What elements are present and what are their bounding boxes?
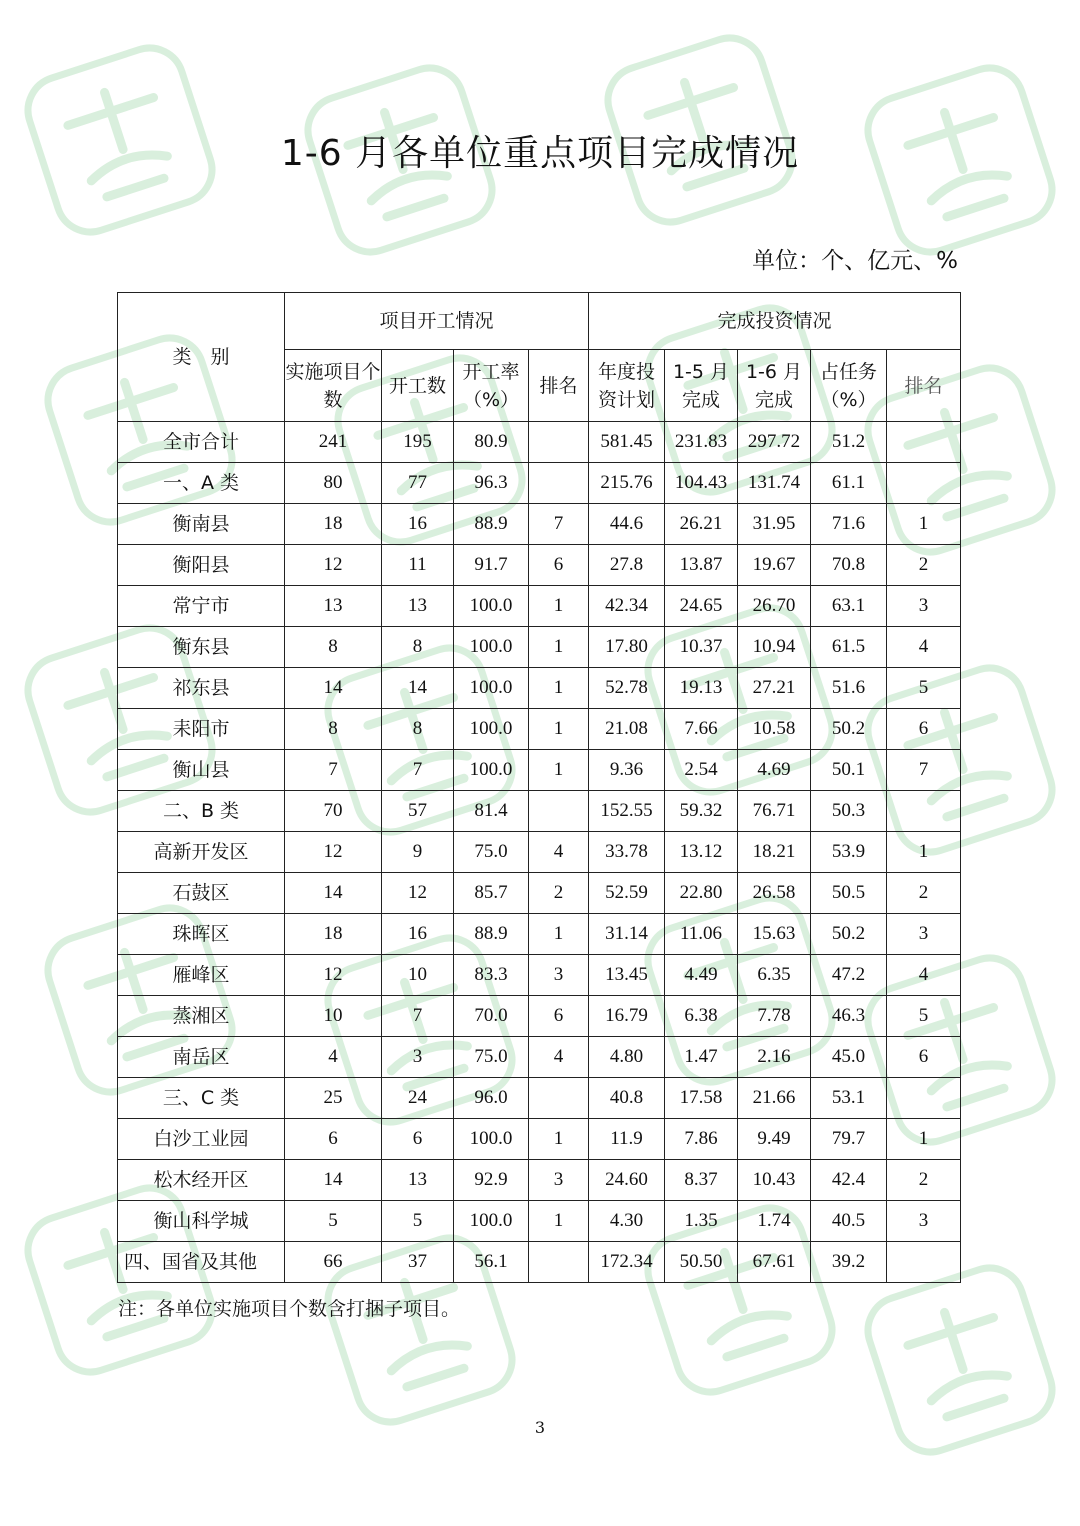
table-row	[118, 914, 961, 955]
table-cell: 24.60	[589, 1160, 665, 1201]
table-cell: 40.5	[811, 1201, 887, 1242]
column-header: 年度投资计划	[589, 350, 665, 422]
table-cell: 1	[529, 709, 589, 750]
table-row	[118, 832, 961, 873]
table-cell: 70	[285, 791, 382, 832]
column-header: 1-6 月完成	[738, 350, 811, 422]
table-cell	[887, 463, 961, 504]
row-label: 二、B 类	[118, 791, 285, 832]
table-cell: 3	[529, 1160, 589, 1201]
table-cell: 7	[382, 750, 454, 791]
table-cell: 7.66	[665, 709, 738, 750]
table-cell: 10.58	[738, 709, 811, 750]
table-row	[118, 1201, 961, 1242]
table-cell: 9.49	[738, 1119, 811, 1160]
table-cell: 25	[285, 1078, 382, 1119]
table-cell: 57	[382, 791, 454, 832]
row-label: 南岳区	[118, 1037, 285, 1078]
table-cell: 1	[529, 668, 589, 709]
table-cell: 104.43	[665, 463, 738, 504]
table-cell: 100.0	[454, 709, 529, 750]
row-label: 雁峰区	[118, 955, 285, 996]
column-header: 开工数	[382, 350, 454, 422]
table-cell: 14	[382, 668, 454, 709]
table-cell: 16	[382, 504, 454, 545]
table-cell: 44.6	[589, 504, 665, 545]
table-cell: 1	[887, 1119, 961, 1160]
row-label: 蒸湘区	[118, 996, 285, 1037]
table-row	[118, 1037, 961, 1078]
table-cell: 172.34	[589, 1242, 665, 1283]
table-cell: 2	[887, 873, 961, 914]
table-cell: 70.0	[454, 996, 529, 1037]
header-group-start: 项目开工情况	[285, 293, 589, 350]
table-row	[118, 955, 961, 996]
table-cell: 6.38	[665, 996, 738, 1037]
table-cell: 4.49	[665, 955, 738, 996]
table-cell: 80	[285, 463, 382, 504]
table-cell: 8	[285, 709, 382, 750]
table-row	[118, 873, 961, 914]
table-cell: 7.86	[665, 1119, 738, 1160]
table-cell: 13.45	[589, 955, 665, 996]
table-row	[118, 1242, 961, 1283]
table-cell: 18	[285, 914, 382, 955]
table-cell: 91.7	[454, 545, 529, 586]
table-cell: 79.7	[811, 1119, 887, 1160]
column-header: 排名	[529, 350, 589, 422]
table-cell: 16	[382, 914, 454, 955]
table-cell: 26.70	[738, 586, 811, 627]
table-cell	[887, 1242, 961, 1283]
table-cell: 21.66	[738, 1078, 811, 1119]
table-cell: 4	[529, 832, 589, 873]
table-cell: 12	[285, 832, 382, 873]
table-cell: 100.0	[454, 1201, 529, 1242]
table-cell: 50.2	[811, 709, 887, 750]
table-cell: 27.8	[589, 545, 665, 586]
table-cell	[529, 791, 589, 832]
table-cell: 45.0	[811, 1037, 887, 1078]
table-cell: 7	[382, 996, 454, 1037]
row-label: 全市合计	[118, 422, 285, 463]
table-cell: 3	[529, 955, 589, 996]
table-row	[118, 668, 961, 709]
table-cell: 88.9	[454, 914, 529, 955]
table-cell: 7.78	[738, 996, 811, 1037]
table-cell: 10.43	[738, 1160, 811, 1201]
table-cell: 50.3	[811, 791, 887, 832]
table-cell	[529, 463, 589, 504]
table-cell: 77	[382, 463, 454, 504]
table-cell	[887, 422, 961, 463]
table-cell: 51.2	[811, 422, 887, 463]
table-cell	[887, 1078, 961, 1119]
table-cell: 76.71	[738, 791, 811, 832]
table-cell: 5	[382, 1201, 454, 1242]
table-cell: 100.0	[454, 627, 529, 668]
page-number: 3	[534, 1418, 546, 1437]
table-cell: 26.21	[665, 504, 738, 545]
table-cell: 1.47	[665, 1037, 738, 1078]
table-cell: 75.0	[454, 1037, 529, 1078]
row-label: 白沙工业园	[118, 1119, 285, 1160]
table-cell: 12	[285, 955, 382, 996]
table-cell: 24.65	[665, 586, 738, 627]
table-cell: 56.1	[454, 1242, 529, 1283]
table-cell: 96.3	[454, 463, 529, 504]
table-cell: 92.9	[454, 1160, 529, 1201]
table-cell: 4	[529, 1037, 589, 1078]
table-cell: 27.21	[738, 668, 811, 709]
table-cell: 21.08	[589, 709, 665, 750]
column-header: 实施项目个数	[285, 350, 382, 422]
table-cell: 53.1	[811, 1078, 887, 1119]
table-cell: 18.21	[738, 832, 811, 873]
table-cell: 8.37	[665, 1160, 738, 1201]
table-cell: 19.67	[738, 545, 811, 586]
table-cell: 1	[529, 750, 589, 791]
table-cell: 50.5	[811, 873, 887, 914]
table-cell: 1	[887, 504, 961, 545]
table-cell: 61.1	[811, 463, 887, 504]
table-cell: 13	[285, 586, 382, 627]
row-label: 衡山科学城	[118, 1201, 285, 1242]
table-cell: 31.14	[589, 914, 665, 955]
table-cell: 2.16	[738, 1037, 811, 1078]
table-cell: 16.79	[589, 996, 665, 1037]
table-cell: 50.50	[665, 1242, 738, 1283]
table-cell: 7	[529, 504, 589, 545]
table-cell: 14	[285, 873, 382, 914]
table-cell: 5	[887, 996, 961, 1037]
table-cell: 7	[285, 750, 382, 791]
table-cell	[529, 422, 589, 463]
table-cell	[529, 1078, 589, 1119]
table-cell: 61.5	[811, 627, 887, 668]
table-cell: 581.45	[589, 422, 665, 463]
table-cell: 66	[285, 1242, 382, 1283]
table-row	[118, 1160, 961, 1201]
column-header: 1-5 月完成	[665, 350, 738, 422]
table-cell: 152.55	[589, 791, 665, 832]
row-label: 松木经开区	[118, 1160, 285, 1201]
table-cell: 10.37	[665, 627, 738, 668]
project-completion-table	[117, 292, 961, 1283]
table-cell: 1	[887, 832, 961, 873]
table-cell: 4.69	[738, 750, 811, 791]
table-cell: 6	[285, 1119, 382, 1160]
table-cell: 24	[382, 1078, 454, 1119]
table-cell: 100.0	[454, 668, 529, 709]
page-title: 1-6 月各单位重点项目完成情况	[280, 133, 800, 174]
table-cell: 100.0	[454, 750, 529, 791]
table-cell: 50.2	[811, 914, 887, 955]
table-cell: 83.3	[454, 955, 529, 996]
table-row	[118, 996, 961, 1037]
table-cell: 8	[285, 627, 382, 668]
row-label: 高新开发区	[118, 832, 285, 873]
table-cell: 42.4	[811, 1160, 887, 1201]
table-row	[118, 791, 961, 832]
table-row	[118, 586, 961, 627]
table-cell: 6	[529, 996, 589, 1037]
table-cell: 2.54	[665, 750, 738, 791]
table-cell: 31.95	[738, 504, 811, 545]
table-cell: 15.63	[738, 914, 811, 955]
table-cell: 40.8	[589, 1078, 665, 1119]
table-cell: 3	[887, 586, 961, 627]
table-cell: 195	[382, 422, 454, 463]
table-cell: 17.80	[589, 627, 665, 668]
table-cell: 1	[529, 1119, 589, 1160]
table-cell: 17.58	[665, 1078, 738, 1119]
table-cell: 3	[887, 914, 961, 955]
table-cell: 42.34	[589, 586, 665, 627]
table-cell: 52.78	[589, 668, 665, 709]
table-cell: 4.80	[589, 1037, 665, 1078]
table-cell: 9	[382, 832, 454, 873]
header-group-invest: 完成投资情况	[589, 293, 961, 350]
table-cell: 3	[382, 1037, 454, 1078]
table-cell: 14	[285, 1160, 382, 1201]
table-cell: 51.6	[811, 668, 887, 709]
table-cell: 13.12	[665, 832, 738, 873]
table-cell: 33.78	[589, 832, 665, 873]
table-row	[118, 1078, 961, 1119]
table-cell: 1.74	[738, 1201, 811, 1242]
table-cell: 96.0	[454, 1078, 529, 1119]
unit-label: 单位：个、亿元、%	[752, 248, 958, 274]
table-cell: 6	[382, 1119, 454, 1160]
table-cell: 26.58	[738, 873, 811, 914]
column-header: 排名	[887, 350, 961, 422]
table-cell: 10.94	[738, 627, 811, 668]
table-cell: 6.35	[738, 955, 811, 996]
table-cell: 13	[382, 1160, 454, 1201]
table-cell: 8	[382, 627, 454, 668]
table-cell: 12	[285, 545, 382, 586]
table-cell: 13.87	[665, 545, 738, 586]
table-row	[118, 463, 961, 504]
table-cell: 88.9	[454, 504, 529, 545]
header-category: 类 别	[118, 293, 285, 422]
table-cell: 6	[887, 1037, 961, 1078]
table-cell: 10	[285, 996, 382, 1037]
row-label: 常宁市	[118, 586, 285, 627]
table-cell: 10	[382, 955, 454, 996]
row-label: 四、国省及其他	[118, 1242, 285, 1283]
table-cell: 11.9	[589, 1119, 665, 1160]
table-row	[118, 709, 961, 750]
row-label: 珠晖区	[118, 914, 285, 955]
table-cell: 67.61	[738, 1242, 811, 1283]
table-cell: 11	[382, 545, 454, 586]
row-label: 三、C 类	[118, 1078, 285, 1119]
row-label: 石鼓区	[118, 873, 285, 914]
table-cell: 3	[887, 1201, 961, 1242]
column-header: 开工率（%）	[454, 350, 529, 422]
table-cell: 9.36	[589, 750, 665, 791]
table-cell: 8	[382, 709, 454, 750]
table-cell: 297.72	[738, 422, 811, 463]
row-label: 耒阳市	[118, 709, 285, 750]
table-cell: 63.1	[811, 586, 887, 627]
table-cell: 215.76	[589, 463, 665, 504]
table-cell: 6	[529, 545, 589, 586]
table-cell: 2	[887, 545, 961, 586]
table-cell: 4	[285, 1037, 382, 1078]
table-cell: 50.1	[811, 750, 887, 791]
table-cell: 1	[529, 627, 589, 668]
table-cell: 12	[382, 873, 454, 914]
table-cell: 81.4	[454, 791, 529, 832]
table-row	[118, 504, 961, 545]
table-row	[118, 627, 961, 668]
table-cell: 37	[382, 1242, 454, 1283]
table-cell: 4.30	[589, 1201, 665, 1242]
table-cell: 1.35	[665, 1201, 738, 1242]
row-label: 祁东县	[118, 668, 285, 709]
table-cell: 46.3	[811, 996, 887, 1037]
table-cell: 5	[285, 1201, 382, 1242]
table-row	[118, 422, 961, 463]
table-cell: 6	[887, 709, 961, 750]
row-label: 衡阳县	[118, 545, 285, 586]
table-cell: 7	[887, 750, 961, 791]
table-cell: 1	[529, 914, 589, 955]
table-cell: 11.06	[665, 914, 738, 955]
table-cell: 59.32	[665, 791, 738, 832]
table-cell: 18	[285, 504, 382, 545]
row-label: 衡东县	[118, 627, 285, 668]
table-cell: 1	[529, 586, 589, 627]
table-cell: 2	[529, 873, 589, 914]
table-cell: 19.13	[665, 668, 738, 709]
table-cell: 2	[887, 1160, 961, 1201]
table-cell	[887, 791, 961, 832]
table-cell: 80.9	[454, 422, 529, 463]
table-row	[118, 750, 961, 791]
table-cell: 241	[285, 422, 382, 463]
table-row	[118, 545, 961, 586]
table-cell: 47.2	[811, 955, 887, 996]
table-cell: 71.6	[811, 504, 887, 545]
row-label: 衡山县	[118, 750, 285, 791]
table-cell: 85.7	[454, 873, 529, 914]
table-cell: 75.0	[454, 832, 529, 873]
table-cell: 100.0	[454, 1119, 529, 1160]
table-cell: 100.0	[454, 586, 529, 627]
table-cell: 4	[887, 627, 961, 668]
table-cell: 131.74	[738, 463, 811, 504]
footnote: 注：各单位实施项目个数含打捆子项目。	[118, 1298, 461, 1320]
table-cell: 13	[382, 586, 454, 627]
column-header: 占任务（%）	[811, 350, 887, 422]
table-cell	[529, 1242, 589, 1283]
table-cell: 231.83	[665, 422, 738, 463]
table-row	[118, 1119, 961, 1160]
row-label: 衡南县	[118, 504, 285, 545]
table-cell: 22.80	[665, 873, 738, 914]
table-cell: 39.2	[811, 1242, 887, 1283]
table-cell: 4	[887, 955, 961, 996]
table-cell: 70.8	[811, 545, 887, 586]
table-cell: 53.9	[811, 832, 887, 873]
row-label: 一、A 类	[118, 463, 285, 504]
table-cell: 1	[529, 1201, 589, 1242]
table-cell: 14	[285, 668, 382, 709]
table-cell: 5	[887, 668, 961, 709]
table-cell: 52.59	[589, 873, 665, 914]
